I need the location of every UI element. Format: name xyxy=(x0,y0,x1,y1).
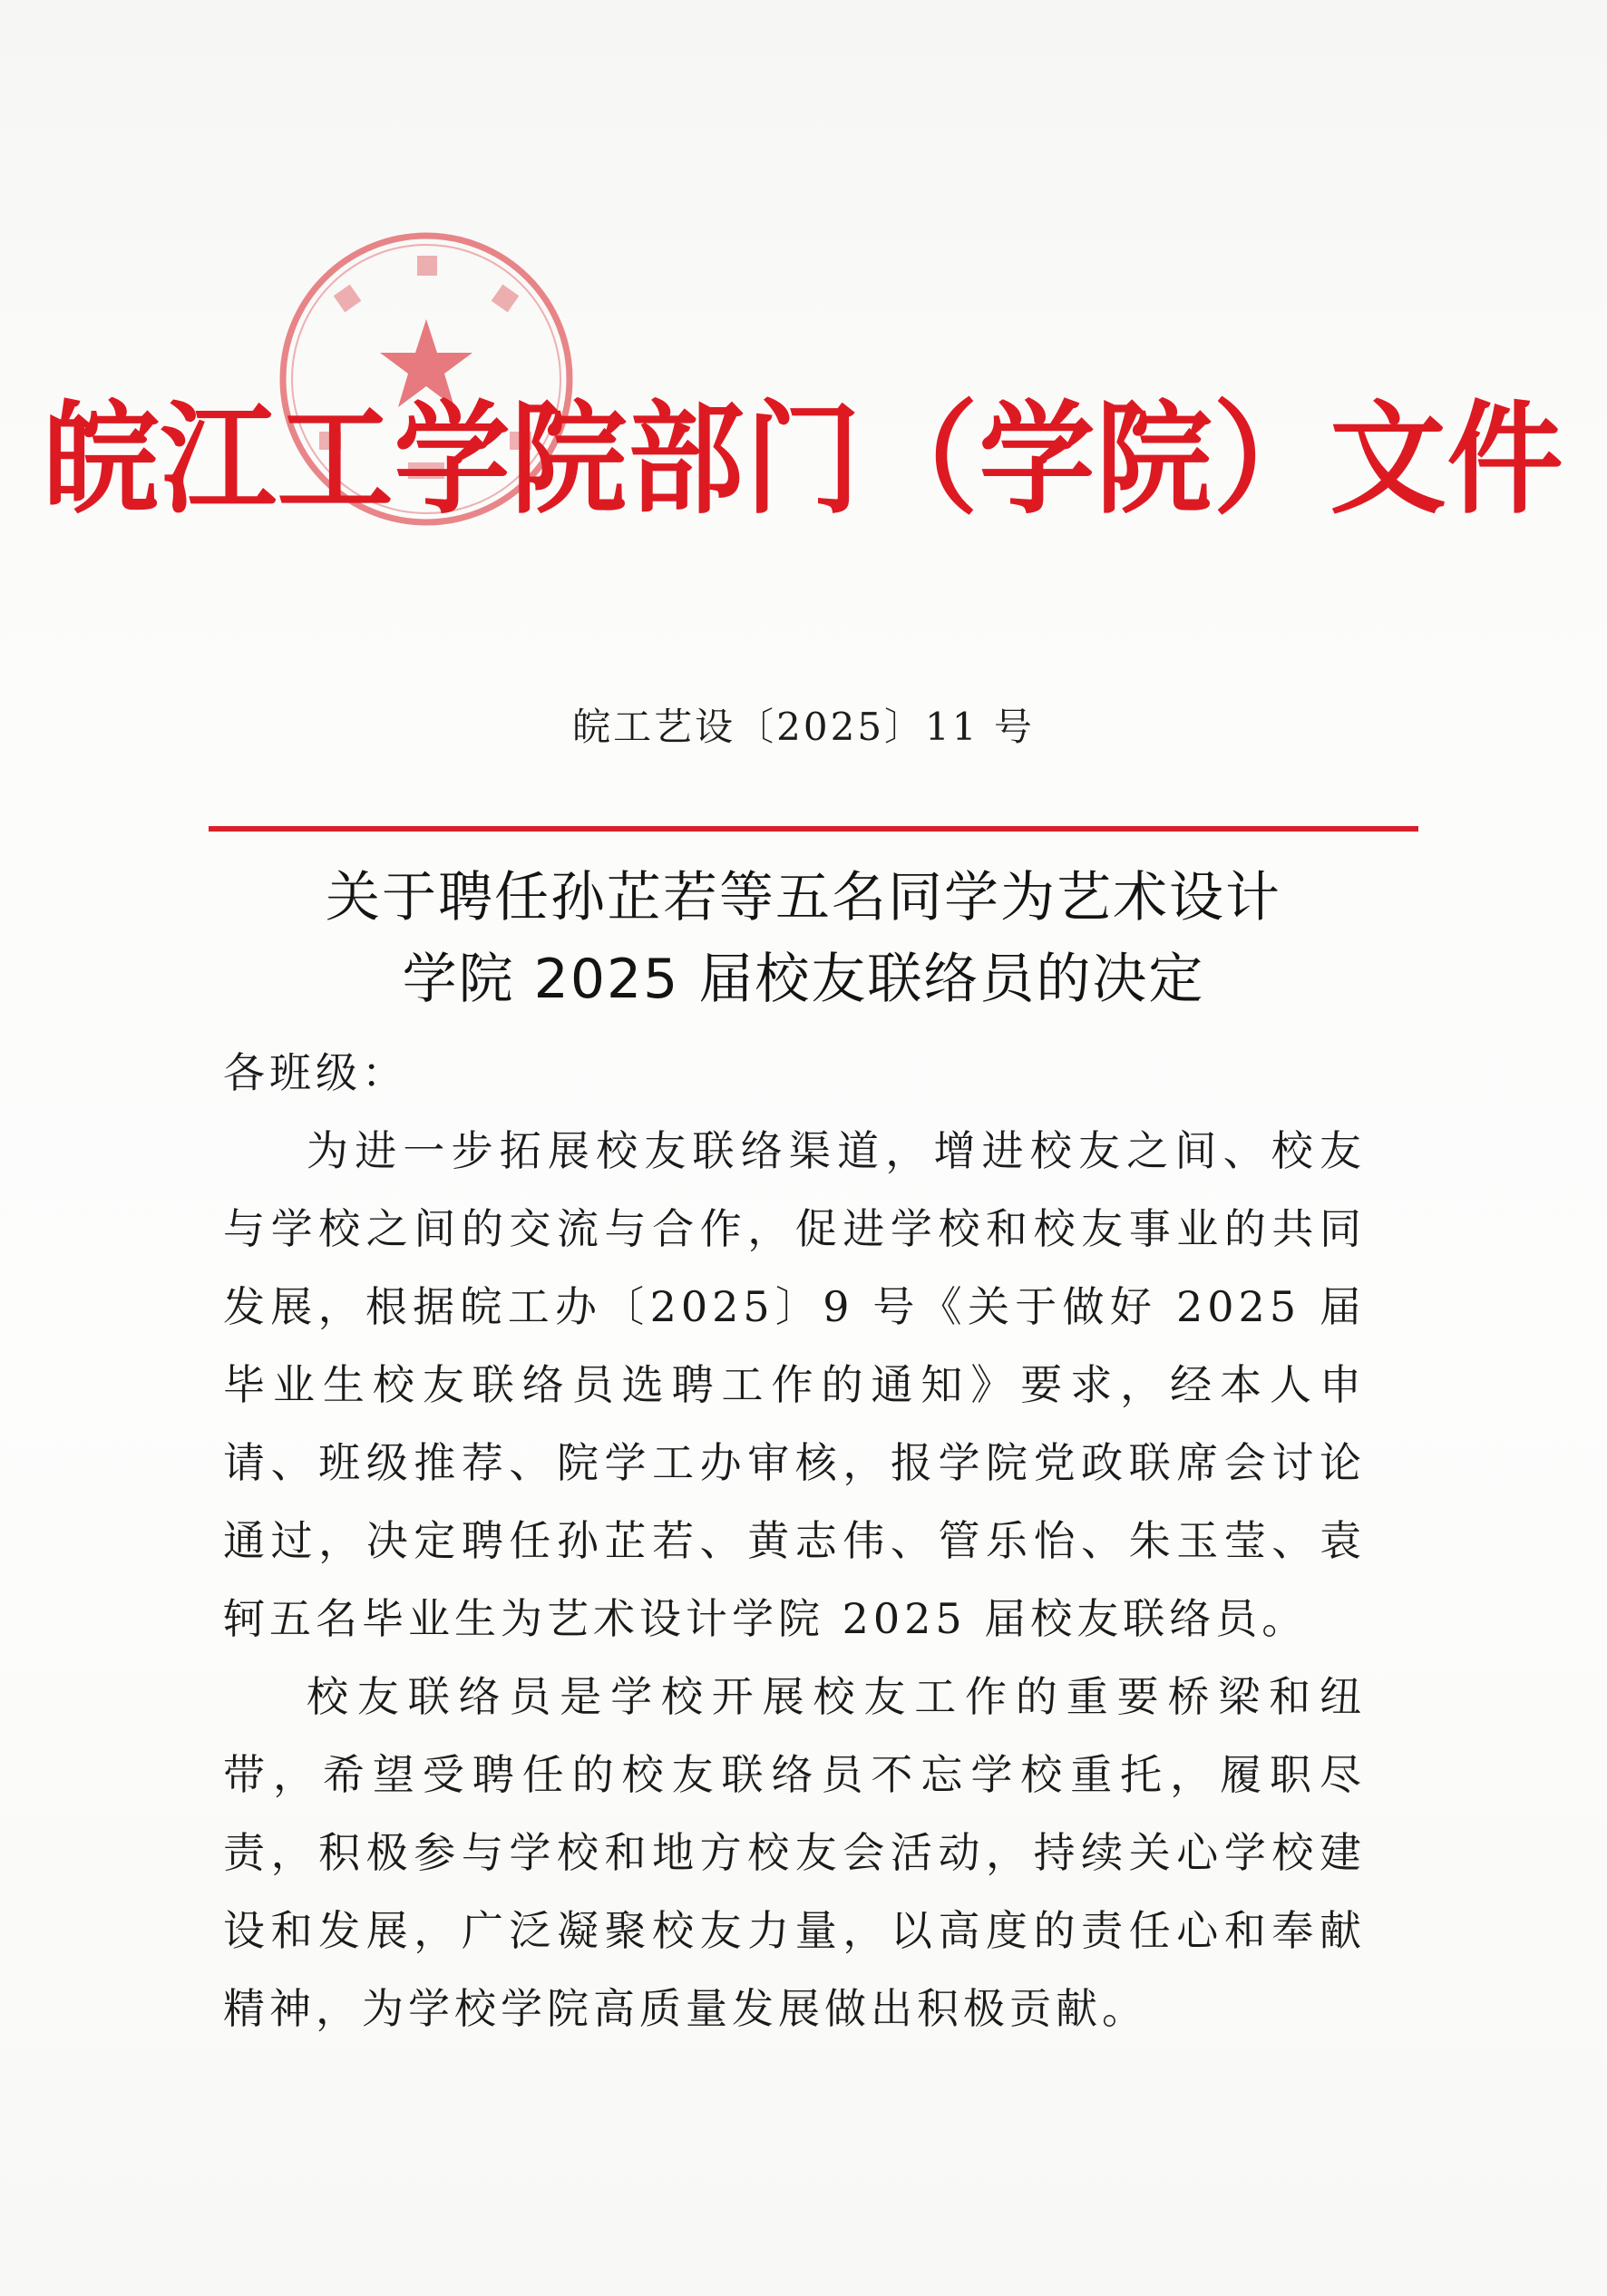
document-masthead: 皖江工学院部门（学院）文件 xyxy=(43,388,1564,531)
body-paragraph-1: 为进一步拓展校友联络渠道，增进校友之间、校友与学校之间的交流与合作，促进学校和校友事业的共同发展，根据皖工办〔2025〕9 号《关于做好 2025 届毕业生校友联络员选聘工作的通知》要求，经本人申请、班级推荐、院学工办审核，报学院党政联席会讨论通过，决定聘任孙芷若、黄志伟、管乐怡、朱玉莹、袁轲五名毕业生为艺术设计学院 2025 届校友联络员。 xyxy=(223,1126,1366,1643)
salutation: 各班级： xyxy=(223,1048,408,1097)
document-body xyxy=(223,1034,1366,2048)
red-divider xyxy=(209,826,1418,832)
document-title-line-1: 关于聘任孙芷若等五名同学为艺术设计 xyxy=(326,866,1281,929)
document-title-line-2: 学院 2025 届校友联络员的决定 xyxy=(402,948,1205,1011)
document-title xyxy=(0,857,1607,1020)
body-paragraph-2: 校友联络员是学校开展校友工作的重要桥梁和纽带，希望受聘任的校友联络员不忘学校重托，履职尽责，积极参与学校和地方校友会活动，持续关心学校建设和发展，广泛凝聚校友力量，以高度的责任心和奉献精神，为学校学院高质量发展做出积极贡献。 xyxy=(223,1672,1366,2033)
document-number: 皖工艺设〔2025〕11 号 xyxy=(572,705,1035,749)
